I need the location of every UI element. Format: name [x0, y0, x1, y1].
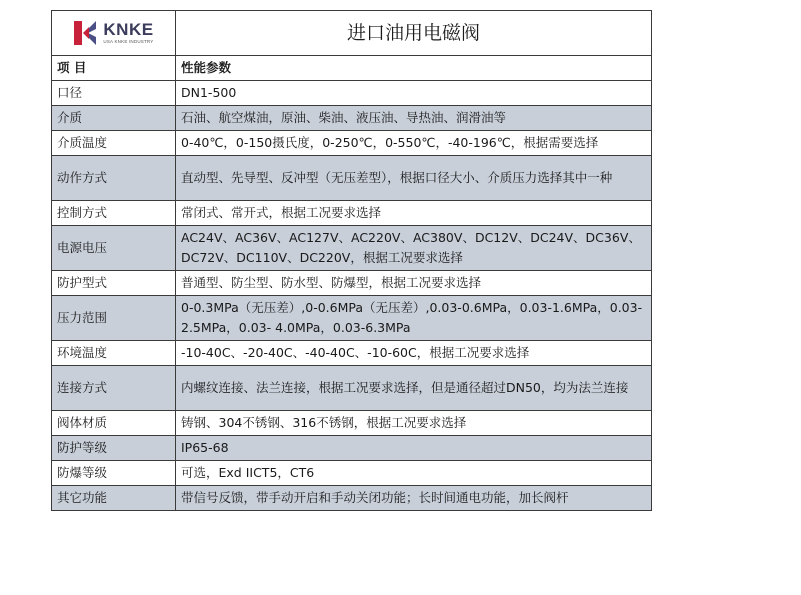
table-row	[52, 201, 652, 226]
row-label: 连接方式	[52, 366, 176, 411]
row-value: 常闭式、常开式，根据工况要求选择	[176, 201, 652, 226]
knke-logo	[52, 13, 175, 53]
row-label: 口径	[52, 81, 176, 106]
logo-tagline: USA KNKE INDUSTRY	[103, 39, 154, 45]
row-label: 动作方式	[52, 156, 176, 201]
row-value: 普通型、防尘型、防水型、防爆型，根据工况要求选择	[176, 271, 652, 296]
table-row	[52, 81, 652, 106]
row-value: DN1-500	[176, 81, 652, 106]
table-row	[52, 156, 652, 201]
knke-logo-icon	[73, 20, 99, 46]
row-value: 铸钢、304不锈钢、316不锈钢，根据工况要求选择	[176, 411, 652, 436]
table-row	[52, 271, 652, 296]
row-value: 可选，Exd IICT5，CT6	[176, 461, 652, 486]
table-row	[52, 366, 652, 411]
column-header-param: 性能参数	[176, 56, 652, 81]
table-row	[52, 486, 652, 511]
title-row	[52, 11, 652, 56]
row-value: IP65-68	[176, 436, 652, 461]
row-label: 介质温度	[52, 131, 176, 156]
logo-cell	[52, 11, 176, 56]
table-row	[52, 436, 652, 461]
table-row	[52, 411, 652, 436]
row-label: 压力范围	[52, 296, 176, 341]
table-row	[52, 106, 652, 131]
row-label: 介质	[52, 106, 176, 131]
table-row	[52, 341, 652, 366]
row-label: 防护等级	[52, 436, 176, 461]
row-label: 防爆等级	[52, 461, 176, 486]
row-value: 内螺纹连接、法兰连接，根据工况要求选择，但是通径超过DN50，均为法兰连接	[176, 366, 652, 411]
column-header-row	[52, 56, 652, 81]
table-row	[52, 296, 652, 341]
row-label: 防护型式	[52, 271, 176, 296]
logo-brand: KNKE	[103, 20, 154, 40]
spec-table	[51, 10, 652, 511]
table-row	[52, 226, 652, 271]
table-row	[52, 131, 652, 156]
row-label: 电源电压	[52, 226, 176, 271]
row-label: 其它功能	[52, 486, 176, 511]
column-header-item: 项 目	[52, 56, 176, 81]
row-value: 0-0.3MPa（无压差）,0-0.6MPa（无压差）,0.03-0.6MPa，0.03-1.6MPa，0.03-2.5MPa，0.03- 4.0MPa，0.03-6.3MPa	[176, 296, 652, 341]
page-title: 进口油用电磁阀	[176, 11, 652, 56]
row-label: 控制方式	[52, 201, 176, 226]
table-row	[52, 461, 652, 486]
row-value: AC24V、AC36V、AC127V、AC220V、AC380V、DC12V、DC24V、DC36V、DC72V、DC110V、DC220V，根据工况要求选择	[176, 226, 652, 271]
row-value: 石油、航空煤油，原油、柴油、液压油、导热油、润滑油等	[176, 106, 652, 131]
row-value: 直动型、先导型、反冲型（无压差型），根据口径大小、介质压力选择其中一种	[176, 156, 652, 201]
row-value: -10-40C、-20-40C、-40-40C、-10-60C，根据工况要求选择	[176, 341, 652, 366]
row-value: 0-40℃，0-150摄氏度，0-250℃，0-550℃，-40-196℃，根据需要选择	[176, 131, 652, 156]
row-label: 环境温度	[52, 341, 176, 366]
row-value: 带信号反馈，带手动开启和手动关闭功能；长时间通电功能，加长阀杆	[176, 486, 652, 511]
row-label: 阀体材质	[52, 411, 176, 436]
